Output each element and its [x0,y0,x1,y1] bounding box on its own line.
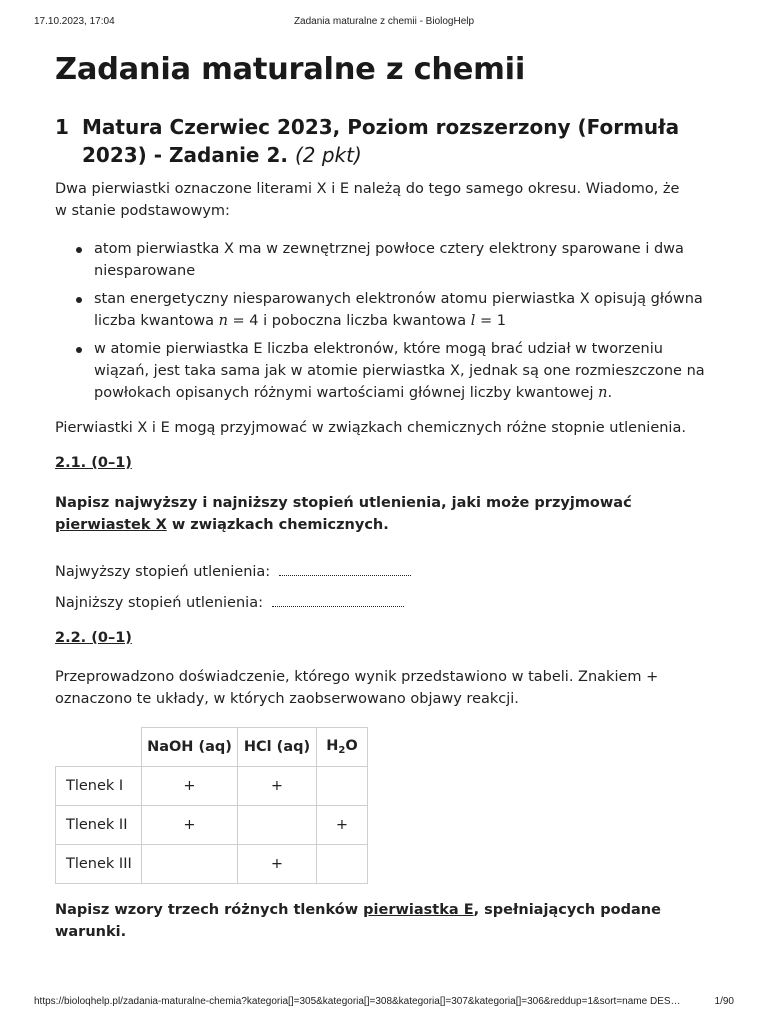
cell-h2o [317,767,368,806]
list-item [55,238,720,282]
row-oxide-name: Tlenek III [56,845,142,884]
math-n: n [218,313,228,329]
cell-h2o: + [317,806,368,845]
h2o-o: O [345,738,358,754]
instruction-text: Napisz najwyższy i najniższy stopień utlenienia, jaki może przyjmować [55,495,632,511]
row-oxide-name: Tlenek II [56,806,142,845]
header-naoh: NaOH (aq) [142,728,238,767]
condition-text: atom pierwiastka X ma w zewnętrznej powłoce cztery elektrony sparowane i dwa niesparowane [94,241,684,279]
print-header [34,16,734,30]
cell-h2o [317,845,368,884]
condition-text: = 4 i poboczna liczba kwantowa [227,313,471,329]
task-number: 1 [55,115,69,139]
condition-text: w atomie pierwiastka E liczba elektronów, które mogą brać udział w tworzeniu wiązań, jest taka sama jak w atomie pierwiastka X, jednak są one rozmieszczone na powłokach opisanych różnymi wartościami głównej liczby kwantowej [94,341,705,401]
h2o-subscript: 2 [338,745,346,756]
cell-naoh: + [142,767,238,806]
cell-hcl: + [238,845,317,884]
print-document-title: Zadania maturalne z chemii - BiologHelp [293,16,475,27]
list-item [55,288,720,332]
instruction-text: , spełniających podane warunki. [55,902,661,940]
table-corner [56,728,142,767]
table-row [56,806,368,845]
header-h2o [317,728,368,767]
experiment-description: Przeprowadzono doświadczenie, którego wynik przedstawiono w tabeli. Znakiem + oznaczono te układy, w których zaobserwowano objawy reakcji. [55,669,659,707]
cell-naoh [142,845,238,884]
answer-highest [55,562,411,580]
math-n: n [598,385,608,401]
lowest-answer-blank[interactable] [272,593,404,607]
highest-label: Najwyższy stopień utlenienia: [55,564,271,580]
subtask1-instruction [55,492,715,536]
task-title: Matura Czerwiec 2023, Poziom rozszerzony (Formuła 2023) - Zadanie 2. [82,115,680,167]
element-x-link[interactable]: pierwiastek X [55,517,167,533]
math-l: l [470,313,476,329]
page-title: Zadania maturalne z chemii [55,52,525,87]
instruction-text: Napisz wzory trzech różnych tlenków [55,902,364,918]
lowest-label: Najniższy stopień utlenienia: [55,595,263,611]
task-title-block [82,113,720,169]
print-datetime: 17.10.2023, 17:04 [34,16,115,27]
list-item [55,338,720,404]
table-header-row [56,728,368,767]
bullet-dot-icon [76,347,82,353]
subtask-label-2-1: 2.1. (0–1) [55,455,132,471]
oxidation-note: Pierwiastki X i E mogą przyjmować w związkach chemicznych różne stopnie utlenienia. [55,420,686,436]
task-intro: Dwa pierwiastki oznaczone literami X i E należą do tego samego okresu. Wiadomo, że w stanie podstawowym: [55,181,680,219]
header-hcl: HCl (aq) [238,728,317,767]
highest-answer-blank[interactable] [279,562,411,576]
condition-text: stan energetyczny niesparowanych elektronów atomu pierwiastka X opisują główna liczba kwantowa [94,291,703,329]
bullet-dot-icon [76,297,82,303]
h2o-h: H [326,738,339,754]
bullet-dot-icon [76,247,82,253]
condition-text: = 1 [475,313,507,329]
task-heading [55,113,720,169]
table-row [56,767,368,806]
cell-hcl: + [238,767,317,806]
print-footer [34,996,734,1010]
task-points: (2 pkt) [294,143,362,167]
table-row [56,845,368,884]
cell-naoh: + [142,806,238,845]
subtask2-instruction [55,899,715,943]
conditions-list [55,238,720,410]
instruction-text: w związkach chemicznych. [166,517,389,533]
subtask-label-2-2: 2.2. (0–1) [55,630,132,646]
condition-text: . [607,385,613,401]
cell-hcl [238,806,317,845]
answer-lowest [55,593,404,611]
print-url: https://bioloqhelp.pl/zadania-maturalne-chemia?kategoria[]=305&kategoria[]=308&kategoria[]=307&kategoria[]=306&reddup=1&sort=name DES… [34,996,681,1007]
reaction-results-table [55,727,368,884]
page-counter: 1/90 [714,996,734,1007]
element-e-link[interactable]: pierwiastka E [363,902,474,918]
row-oxide-name: Tlenek I [56,767,142,806]
